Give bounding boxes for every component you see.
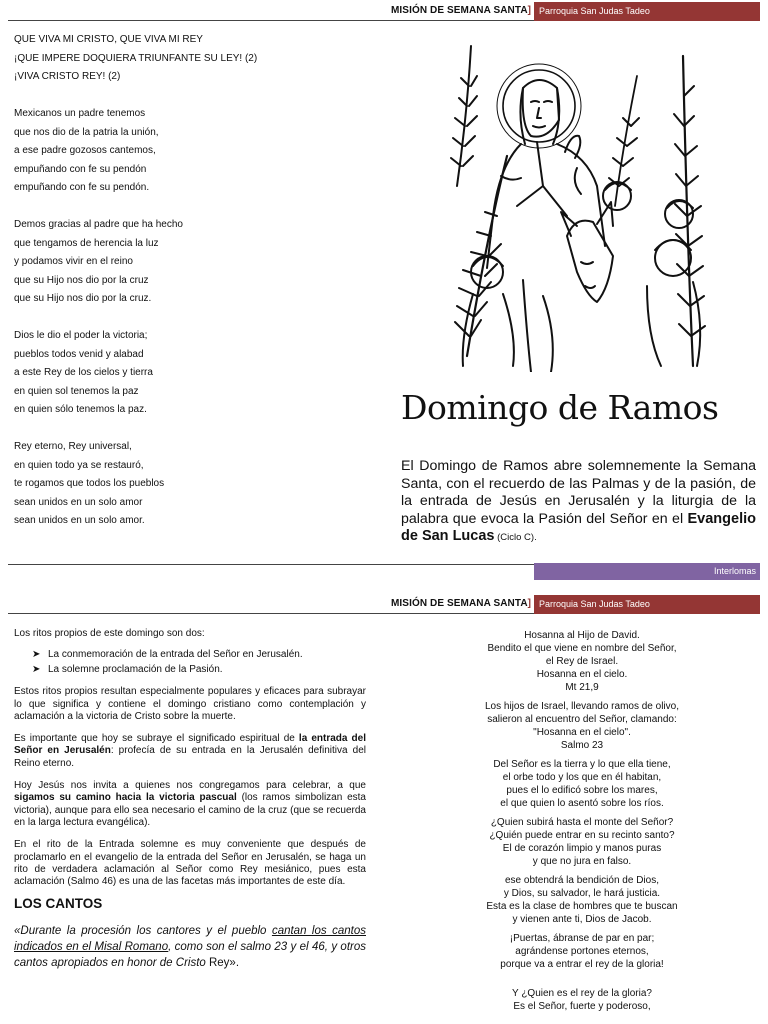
header-title-text-2: MISIÓN DE SEMANA SANTA (391, 598, 528, 609)
header-title-text: MISIÓN DE SEMANA SANTA (391, 5, 528, 16)
cantos-quote (14, 923, 366, 971)
p3-bold: sigamos su camino hacia la victoria pascual (14, 792, 237, 804)
psalm-block (404, 629, 760, 694)
psalm-line: Y ¿Quien es el rey de la gloria? (512, 988, 652, 999)
domingo-paragraph-text: El Domingo de Ramos abre solemnemente la Semana Santa, con el recuerdo de las Palmas y de la pasión, de la entrada de Jesús en Jerusalén y la liturgia de la palabra que evoca la Pasión del Señor en el (401, 458, 756, 527)
p2-text-a: Es importante que hoy se subraye el significado espiritual de (14, 733, 299, 745)
psalm-line: y que no jura en falso. (532, 856, 632, 867)
psalm-block (404, 758, 760, 810)
header-parish: Parroquia San Judas Tadeo (539, 6, 650, 16)
psalm-block (404, 932, 760, 971)
p3-text-c: (los ramos simbolizan esta victoria), aunque para ello sea necesario el camino de la cruz (que se recuerda en la larga lectura evangélica). (14, 792, 366, 828)
hymn-line: sean unidos en un solo amor (14, 496, 143, 508)
footer-label: Interlomas (713, 566, 756, 576)
quote-text-b: , como son el salmo 23 y el 46, y otros cantos apropiados en honor de Cristo (14, 940, 366, 969)
psalm-line: Bendito el que viene en nombre del Señor, (487, 643, 677, 654)
domingo-paragraph-note: (Ciclo C). (494, 532, 537, 544)
psalm-line: Salmo 23 (560, 740, 604, 751)
psalm-line: El de corazón limpio y manos puras (502, 843, 662, 854)
psalm-line: salieron al encuentro del Señor, clamando: (487, 714, 677, 725)
hymn-line: Mexicanos un padre tenemos (14, 108, 146, 119)
list-item-text: La conmemoración de la entrada del Señor en Jerusalén. (48, 649, 303, 661)
psalm-line: agrándense portones eternos, (515, 946, 649, 957)
ritos-section (14, 628, 366, 981)
psalm-line: Del Señor es la tierra y lo que ella tiene, (493, 759, 671, 770)
hymn-line: Dios le dio el poder la victoria; (14, 330, 148, 341)
psalm-line: y vienen ante ti, Dios de Jacob. (512, 914, 652, 925)
p2-bold: la entrada del Señor en Jerusalén (14, 733, 367, 757)
psalm-line: ¿Quién puede entrar en su recinto santo? (489, 830, 675, 841)
psalm-line: el orbe todo y los que en él habitan, (502, 772, 662, 783)
list-item (32, 648, 366, 663)
hymn-line: Rey eterno, Rey universal, (14, 441, 132, 452)
p2-text-c: : profecía de su entrada en la Jerusalén definitiva del Reino eterno. (14, 745, 366, 769)
psalm-line: Esta es la clase de hombres que te buscan (486, 901, 678, 912)
psalm-line: ese obtendrá la bendición de Dios, (505, 875, 659, 886)
arrow-bullet-icon: ➤ (32, 649, 41, 661)
ritos-list (14, 648, 366, 677)
hymn-line: empuñando con fe su pendón. (14, 182, 150, 193)
header-bracket: ] (527, 5, 532, 16)
hymn-line: ¡VIVA CRISTO REY! (2) (14, 71, 121, 82)
psalm-line: ¿Quien subirá hasta el monte del Señor? (490, 817, 674, 828)
psalm-block (404, 700, 760, 752)
hymn-line: y podamos vivir en el reino (14, 256, 133, 267)
quote-underlined: cantan los cantos indicados en el Misal Romano (14, 924, 366, 953)
hymn-stanza (14, 31, 384, 87)
hymn-stanza (14, 327, 384, 420)
hymn-line: te rogamos que todos los pueblos (14, 478, 165, 489)
ritos-intro: Los ritos propios de este domingo son dos: (14, 628, 205, 639)
hymn-stanza (14, 105, 384, 198)
psalm-line: Los hijos de Israel, llevando ramos de olivo, (485, 701, 679, 712)
hymn-line: en quien sólo tenemos la paz. (14, 404, 147, 415)
hymn-line: sean unidos en un solo amor. (14, 515, 145, 526)
list-item (32, 663, 366, 678)
psalm-line: el que quien lo asentó sobre los ríos. (500, 798, 664, 809)
hymn-stanza (14, 438, 384, 531)
hymn-line: que su Hijo nos dio por la cruz (14, 274, 149, 286)
domingo-title: Domingo de Ramos (401, 388, 719, 427)
psalm-block (404, 816, 760, 868)
hymn-line: en quien sol tenemos la paz (14, 385, 139, 397)
hymn-line: que tengamos de herencia la luz (14, 237, 159, 249)
psalm-line: porque va a entrar el rey de la gloria! (500, 959, 664, 970)
hymn (14, 31, 384, 549)
header-parish-badge (534, 2, 760, 21)
quote-end: Rey». (208, 956, 240, 969)
palm-sunday-illustration-icon (447, 36, 709, 372)
header-parish-2: Parroquia San Judas Tadeo (539, 599, 650, 609)
quote-text-a: «Durante la procesión los cantores y el pueblo (14, 924, 272, 937)
hymn-line: ¡QUE IMPERE DOQUIERA TRIUNFANTE SU LEY! (2) (14, 52, 258, 64)
psalm-block (404, 874, 760, 926)
hymn-line: a este Rey de los cielos y tierra (14, 367, 153, 378)
hymn-line: a ese padre gozosos cantemos, (14, 145, 156, 156)
footer-rule (8, 564, 534, 565)
psalm-line: y Dios, su salvador, le hará justicia. (503, 888, 661, 899)
header-parish-badge-2 (534, 595, 760, 614)
header-rule-2 (8, 613, 538, 614)
list-item-text: La solemne proclamación de la Pasión. (48, 663, 223, 675)
p3-text-a: Hoy Jesús nos invita a quienes nos congregamos para celebrar, a que (14, 780, 366, 792)
psalm-line: Mt 21,9 (565, 682, 599, 693)
header-bracket-2: ] (527, 598, 532, 609)
header-title (391, 5, 531, 16)
hymn-stanza (14, 216, 384, 309)
hymn-line: Demos gracias al padre que ha hecho (14, 219, 183, 230)
psalm-line: Hosanna en el cielo. (536, 669, 628, 680)
ritos-paragraph-1: Estos ritos propios resultan especialmente populares y eficaces para subrayar lo que significa y contiene el domingo cristiano como contemplación y aclamación a la victoria de Cristo sobre la muerte. (14, 686, 366, 722)
hymn-line: pueblos todos venid y alabad (14, 348, 144, 360)
domingo-paragraph-bold: Evangelio de San Lucas (401, 510, 756, 545)
psalm-column (404, 629, 760, 1019)
psalm-block (404, 987, 760, 1013)
psalm-line: ¡Puertas, ábranse de par en par; (509, 933, 655, 944)
hymn-line: QUE VIVA MI CRISTO, QUE VIVA MI REY (14, 34, 203, 45)
arrow-bullet-icon: ➤ (32, 663, 41, 675)
header-rule (8, 20, 538, 21)
cantos-heading: LOS CANTOS (14, 896, 103, 912)
psalm-line: el Rey de Israel. (545, 656, 619, 667)
domingo-paragraph (401, 458, 756, 547)
ritos-paragraph-2 (14, 733, 366, 770)
psalm-line: pues el lo edificó sobre los mares, (506, 785, 658, 796)
hymn-line: que su Hijo nos dio por la cruz. (14, 293, 152, 304)
psalm-line: Hosanna al Hijo de David. (524, 630, 640, 641)
hymn-line: que nos dio de la patria la unión, (14, 126, 159, 138)
psalm-line: "Hosanna en el cielo". (533, 727, 631, 738)
ritos-paragraph-4: En el rito de la Entrada solemne es muy conveniente que después de proclamarlo en el evangelio de la entrada del Señor en Jerusalén, se haga un rito de verdadera aclamación al Señor como Rey mesiánico, pues esta aclamación (Salmo 46) es una de las facetas más importantes de este día. (14, 839, 366, 888)
footer-badge (534, 563, 760, 580)
hymn-line: en quien todo ya se restauró, (14, 459, 144, 471)
hymn-line: empuñando con fe su pendón (14, 163, 147, 175)
psalm-line: Es el Señor, fuerte y poderoso, (513, 1001, 651, 1012)
header-title-2 (391, 598, 531, 609)
ritos-paragraph-3 (14, 780, 366, 829)
